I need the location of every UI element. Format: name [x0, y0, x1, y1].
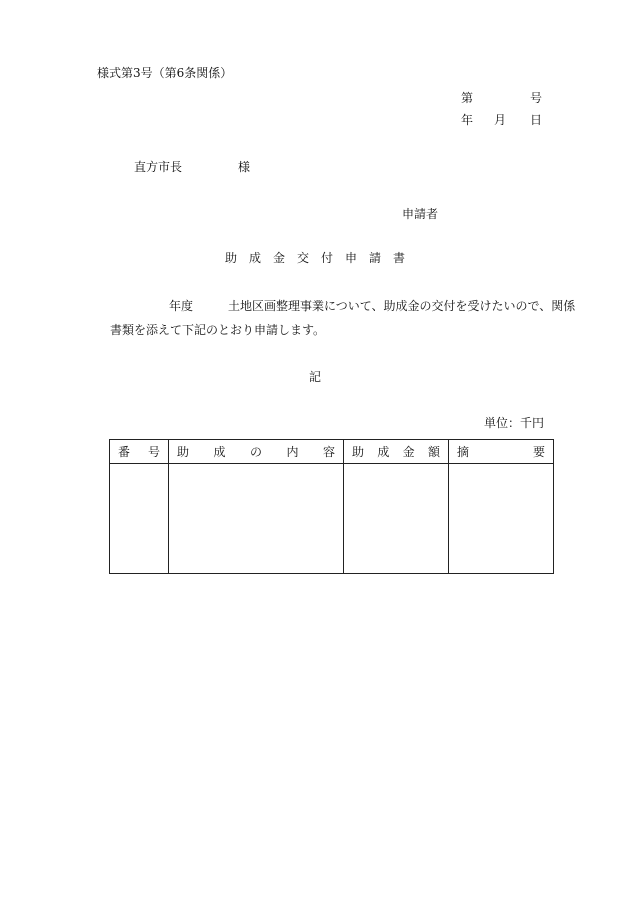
header-char: 助	[352, 445, 365, 459]
addressee-honorific: 様	[238, 160, 251, 174]
cell-number[interactable]	[110, 464, 169, 574]
document-title: 助成金交付申請書	[224, 251, 417, 265]
applicant-label: 申請者	[402, 207, 439, 221]
cell-remarks[interactable]	[449, 464, 554, 574]
date-month-label: 月	[494, 113, 507, 127]
header-char: 内	[286, 445, 299, 459]
body-text-line2: 書類を添えて下記のとおり申請します。	[110, 323, 326, 337]
body-text-line1: 土地区画整理事業について、助成金の交付を受けたいので、関係	[228, 299, 576, 313]
fiscal-year-label: 年度	[169, 299, 194, 313]
document-number-go: 号	[530, 91, 543, 105]
table-header-row	[110, 440, 554, 464]
header-char: 額	[427, 445, 440, 459]
unit-label: 単位：千円	[484, 416, 545, 430]
header-char: 号	[147, 445, 160, 459]
header-char: 番	[118, 445, 131, 459]
cell-amount[interactable]	[344, 464, 449, 574]
date-year-label: 年	[461, 113, 474, 127]
header-char: 摘	[457, 445, 470, 459]
header-char: 要	[532, 445, 545, 459]
header-char: の	[249, 445, 262, 459]
table-row	[110, 464, 554, 574]
header-char: 助	[177, 445, 190, 459]
header-char: 容	[322, 445, 335, 459]
addressee-name: 直方市長	[134, 160, 183, 174]
column-header-remarks	[449, 440, 554, 464]
document-number-dai: 第	[461, 91, 474, 105]
header-char: 成	[213, 445, 226, 459]
column-header-amount	[344, 440, 449, 464]
header-char: 金	[402, 445, 415, 459]
form-label: 様式第3号（第6条関係）	[97, 66, 233, 80]
cell-content[interactable]	[169, 464, 344, 574]
ki-heading: 記	[308, 370, 321, 384]
column-header-content	[169, 440, 344, 464]
grant-table	[109, 439, 554, 574]
column-header-number	[110, 440, 169, 464]
date-day-label: 日	[530, 113, 543, 127]
header-char: 成	[377, 445, 390, 459]
